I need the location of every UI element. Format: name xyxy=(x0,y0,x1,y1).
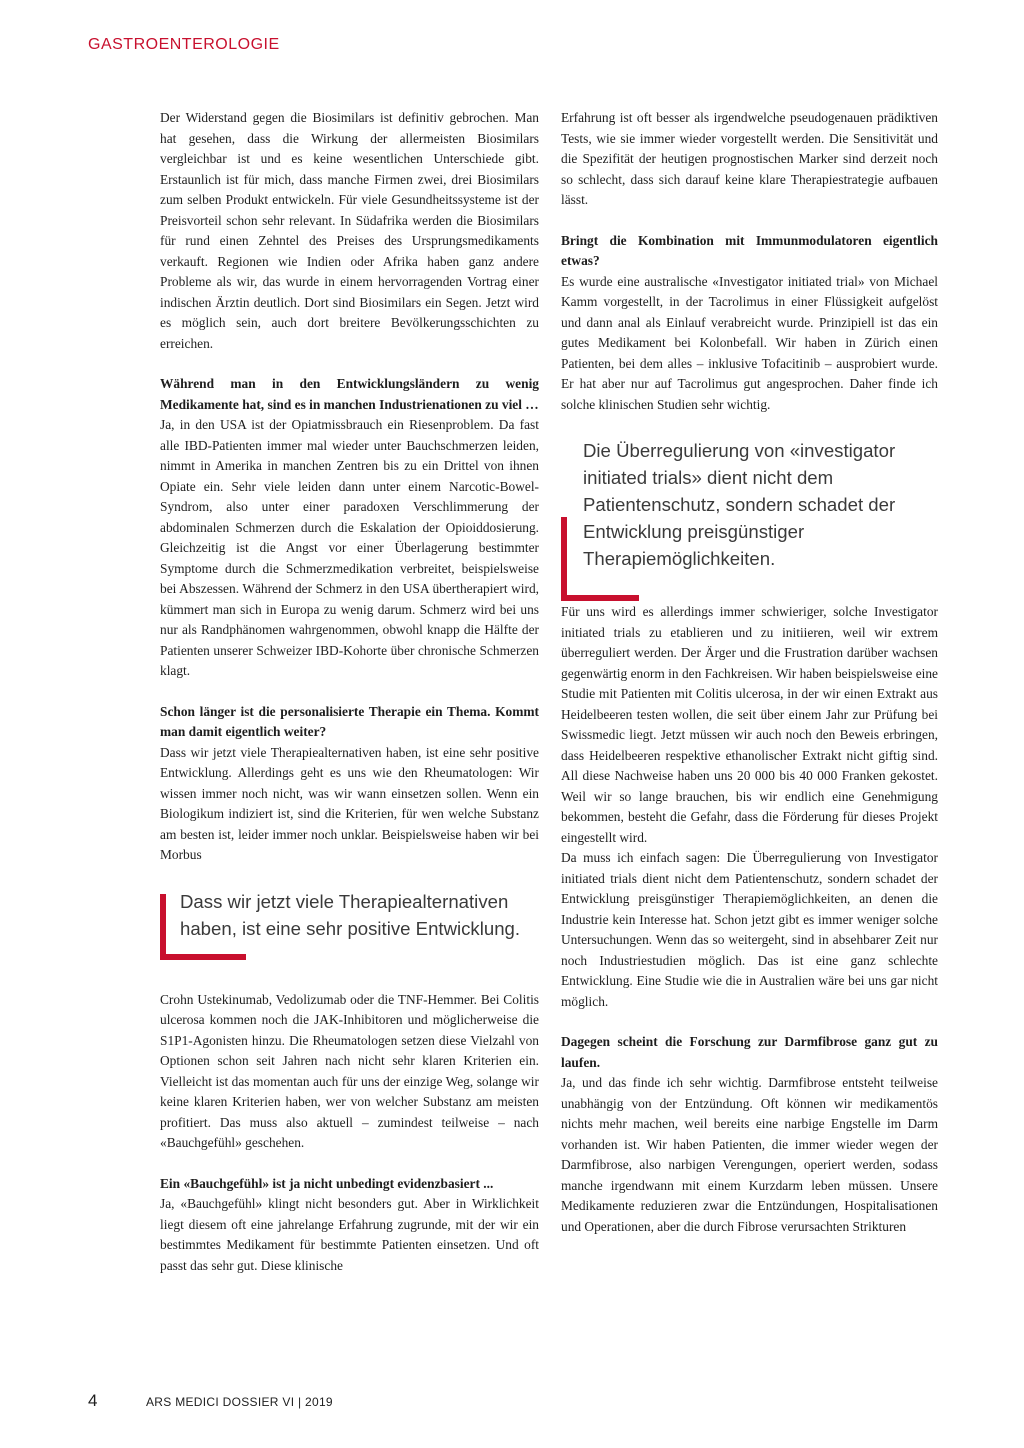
publication-name: ARS MEDICI DOSSIER VI | 2019 xyxy=(146,1395,333,1409)
pull-quote xyxy=(561,437,938,572)
quote-bracket-vertical xyxy=(561,517,567,601)
interview-question: Ein «Bauchgefühl» ist ja nicht unbedingt evidenzbasiert ... xyxy=(160,1175,494,1191)
pull-quote xyxy=(160,888,539,960)
left-column xyxy=(160,108,539,1276)
pull-quote-text: Die Überregulierung von «investigator initiated trials» dient nicht dem Patientenschutz, sondern schadet der Entwicklung preisgünstiger Therapiemöglichkeiten. xyxy=(583,440,896,569)
interview-question: Schon länger ist die personalisierte Therapie ein Thema. Kommt man damit eigentlich weiter? xyxy=(160,703,539,739)
interview-question: Bringt die Kombination mit Immunmodulatoren eigentlich etwas? xyxy=(561,232,938,268)
quote-bracket-vertical xyxy=(160,894,166,960)
right-column xyxy=(561,108,938,1237)
paragraph: Crohn Ustekinumab, Vedolizumab oder die TNF-Hemmer. Bei Colitis ulcerosa kommen noch die JAK-Inhibitoren und möglicherweise die S1P1-Agonisten hinzu. Die Rheumatologen setzen diese Vielzahl von Optionen schon seit Jahren nach nicht sehr klaren Kriterien ein. Vielleicht ist das momentan auch für uns der einzige Weg, solange wir keine klaren Kriterien haben, wer von welcher Substanz am meisten profitiert. Das muss also aktuell – zumindest teilweise – nach «Bauchgefühl» geschehen. xyxy=(160,991,539,1150)
paragraph: Da muss ich einfach sagen: Die Überregulierung von Investigator initiated trials dient nicht dem Patientenschutz, sondern schadet der Entwicklung preisgünstiger Therapiemöglichkeiten, an denen die Industrie kein Interesse hat. Schon jetzt gibt es immer weniger solche Untersuchungen. Wenn das so weitergeht, sind in absehbarer Zeit nur noch Industriestudien möglich. Das ist eine ganz schlechte Entwicklung. Eine Studie wie die in Australien wäre bei uns gar nicht möglich. xyxy=(561,850,938,1009)
paragraph: Dass wir jetzt viele Therapiealternativen haben, ist eine sehr positive Entwicklung. Allerdings geht es uns wie den Rheumatologen: Wir wissen immer noch nicht, was wir wann einsetzen sollen. Wenn ein Biologikum indiziert ist, sind die Kriterien, für wen welche Substanz am besten ist, leider immer noch unklar. Beispielsweise haben wir bei Morbus xyxy=(160,744,539,862)
paragraph: Der Widerstand gegen die Biosimilars ist definitiv gebrochen. Man hat gesehen, dass die Wirkung der allermeisten Biosimilars vergleichbar ist und es keine wesentlichen Unterschiede gibt. Erstaunlich ist für mich, dass manche Firmen zwei, drei Biosimilars zum selben Produkt entwickeln. Für viele Gesundheitssysteme ist der Preisvorteil schon sehr relevant. In Südafrika werden die Biosimilars für rund einen Zehntel des Preises des Ursprungsmedikaments verkauft. Regionen wie Indien oder Afrika haben ganz andere Probleme als wir, das wurde in einem hervorragenden Vortrag einer indischen Ärztin deutlich. Dort sind Biosimilars ein Segen. Jetzt wird es möglich sein, auch dort breitere Bevölkerungsschichten zu erreichen. xyxy=(160,110,539,351)
paragraph: Ja, und das finde ich sehr wichtig. Darmfibrose entsteht teilweise unabhängig von der Entzündung. Oft können wir medikamentös nichts mehr machen, weil bereits eine narbige Engstelle im Darm vorhanden ist. Wir haben Patienten, die immer wieder wegen der Darmfibrose, also narbigen Verengungen, operiert werden, sodass manche irgendwann mit einem Kurzdarm leben müssen. Unsere Medikamente reduzieren zwar die Entzündungen, Hospitalisationen und Operationen, aber die durch Fibrose verursachten Strikturen xyxy=(561,1075,938,1234)
paragraph: Erfahrung ist oft besser als irgendwelche pseudogenauen prädiktiven Tests, wie sie immer wieder vorgestellt werden. Die Sensitivität und die Spezifität der heutigen prognostischen Marker sind derzeit noch so schlecht, dass sich darauf keine klare Therapiestrategie aufbauen lässt. xyxy=(561,110,938,207)
page-number: 4 xyxy=(88,1391,98,1410)
interview-question: Dagegen scheint die Forschung zur Darmfibrose ganz gut zu laufen. xyxy=(561,1034,938,1070)
pull-quote-text: Dass wir jetzt viele Therapiealternativen haben, ist eine sehr positive Entwicklung. xyxy=(180,890,521,939)
paragraph: Für uns wird es allerdings immer schwieriger, solche Investigator initiated trials zu etablieren und zu initiieren, weil wir extrem überreguliert werden. Der Ärger und die Frustration darüber wachsen gegenwärtig enorm in den Fachkreisen. Wir haben beispielsweise eine Studie mit Patienten mit Colitis ulcerosa, in der wir einen Extrakt aus Heidelbeeren testen wollen, die seit über einem Jahr zur Prüfung bei Swissmedic liegt. Jetzt müssen wir auch noch den Beweis erbringen, dass Heidelbeeren respektive ethanolischer Extrakt nicht giftig sind. All diese Nachweise haben uns 20 000 bis 40 000 Franken gekostet. Weil wir so lange brauchen, bis wir endlich eine Genehmigung bekommen, besteht die Gefahr, dass die Förderung für dieses Projekt eingestellt wird. xyxy=(561,604,938,845)
quote-bracket-horizontal xyxy=(561,595,639,601)
paragraph: Ja, «Bauchgefühl» klingt nicht besonders gut. Aber in Wirklichkeit liegt diesem oft eine jahrelange Erfahrung zugrunde, mit der wir ein bestimmtes Medikament für bestimmte Patienten einsetzen. Und oft passt das sehr gut. Diese klinische xyxy=(160,1196,539,1273)
paragraph: Es wurde eine australische «Investigator initiated trial» von Michael Kamm vorgestellt, in der Tacrolimus in einer Flüssigkeit aufgelöst und dann anal als Einlauf verabreicht wurde. Prinzipiell ist das ein gutes Medikament bei Kolonbefall. Wir haben in Zürich einen Patienten, bei dem alles – inklusive Tofacitinib – ausprobiert wurde. Er hat aber nur auf Tacrolimus gut angesprochen. Daher finde ich solche klinischen Studien sehr wichtig. xyxy=(561,273,938,412)
section-title: GASTROENTEROLOGIE xyxy=(88,36,280,53)
quote-bracket-horizontal xyxy=(160,954,246,960)
interview-question: Während man in den Entwicklungsländern zu wenig Medikamente hat, sind es in manchen Industrienationen zu viel … xyxy=(160,376,539,412)
paragraph: Ja, in den USA ist der Opiatmissbrauch ein Riesenproblem. Da fast alle IBD-Patienten immer mal wieder unter Bauchschmerzen leiden, nimmt in Amerika in manchen Zentren bis zu ein Drittel von ihnen Opiate ein. Sehr viele leiden dann unter einem Narcotic-Bowel-Syndrom, also unter einer paradoxen Verschlimmerung der abdominalen Schmerzen durch die Eskalation der Opioiddosierung. Gleichzeitig ist die Angst vor einer Überlagerung bestimmter Symptome durch die Schmerzmedikation verbreitet, beispielsweise bei Abszessen. Während der Schmerz in den USA übertherapiert wird, kümmert man sich in Europa zu wenig darum. Schmerz wird bei uns nur als Randphänomen wahrgenommen, obwohl knapp die Hälfte der Patienten unserer Schweizer IBD-Kohorte über chronische Schmerzen klagt. xyxy=(160,417,539,678)
